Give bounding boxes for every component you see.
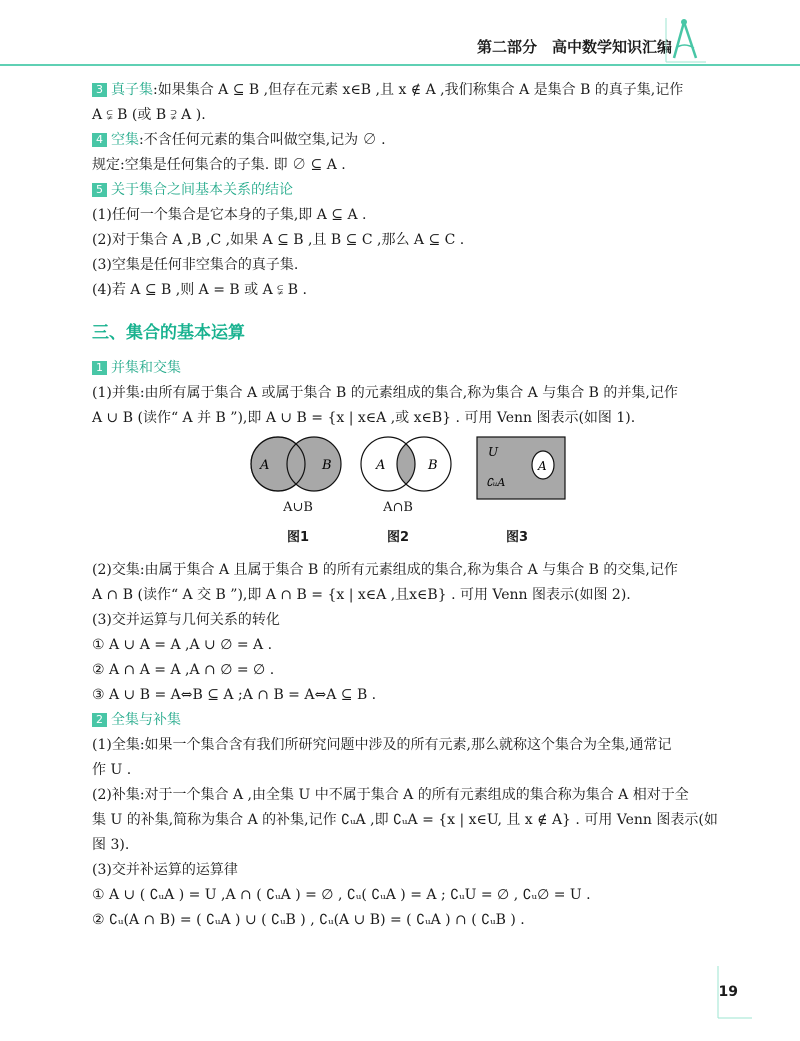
section-title: 三、集合的基本运算 bbox=[92, 323, 245, 343]
geometry-rule-2: ② A ∩ A = A ,A ∩ ∅ = ∅ . bbox=[92, 662, 275, 678]
full-complement-heading bbox=[92, 710, 732, 730]
conclusions-heading bbox=[92, 180, 732, 200]
union-def-1: (1)并集:由所有属于集合 A 或属于集合 B 的元素组成的集合,称为集合 A 与集合 B 的并集,记作 bbox=[92, 385, 678, 401]
proper-subset-line-1 bbox=[92, 80, 732, 100]
geometry-heading: (3)交并运算与几何关系的转化 bbox=[92, 612, 280, 628]
law-1: ① A ∪ ( ∁ᵤA ) = U ,A ∩ ( ∁ᵤA ) = ∅ , ∁ᵤ( ∁ᵤA ) = A ; ∁ᵤU = ∅ , ∁ᵤ∅ = U . bbox=[92, 887, 591, 903]
text: :不含任何元素的集合叫做空集,记为 ∅ . bbox=[139, 132, 386, 148]
set-b-label: B bbox=[428, 458, 438, 473]
number-badge: 1 bbox=[92, 361, 107, 375]
proper-subset-line-2: A ⫋ B (或 B ⫌ A ). bbox=[92, 107, 206, 123]
set-a-label: A bbox=[538, 459, 547, 473]
fig2-caption: A∩B bbox=[383, 500, 413, 515]
law-2: ② ∁ᵤ(A ∩ B) = ( ∁ᵤA ) ∪ ( ∁ᵤB ) , ∁ᵤ(A ∪ B) = ( ∁ᵤA ) ∩ ( ∁ᵤB ) . bbox=[92, 912, 525, 928]
page-number: 19 bbox=[718, 984, 738, 1000]
geometry-rule-3: ③ A ∪ B = A⇔B ⊆ A ;A ∩ B = A⇔A ⊆ B . bbox=[92, 687, 377, 703]
universal-label: U bbox=[488, 445, 499, 459]
intersection-def-2: A ∩ B (读作“ A 交 B ”),即 A ∩ B = {x | x∈A ,且x∈B} . 可用 Venn 图表示(如图 2). bbox=[92, 587, 631, 603]
laws-heading: (3)交并补运算的运算律 bbox=[92, 862, 238, 878]
conclusion-1: (1)任何一个集合是它本身的子集,即 A ⊆ A . bbox=[92, 207, 367, 223]
term-empty-set: 空集 bbox=[111, 132, 139, 148]
union-def-2: A ∪ B (读作“ A 并 B ”),即 A ∪ B = {x | x∈A ,或 x∈B} . 可用 Venn 图表示(如图 1). bbox=[92, 410, 636, 426]
set-b-label: B bbox=[322, 458, 332, 473]
term-union-intersection: 并集和交集 bbox=[111, 360, 181, 376]
compass-ruler-icon bbox=[662, 14, 708, 64]
conclusion-3: (3)空集是任何非空集合的真子集. bbox=[92, 257, 299, 273]
geometry-rule-1: ① A ∪ A = A ,A ∪ ∅ = A . bbox=[92, 637, 273, 653]
term-proper-subset: 真子集 bbox=[111, 82, 153, 98]
union-intersection-heading bbox=[92, 358, 732, 378]
conclusion-2: (2)对于集合 A ,B ,C ,如果 A ⊆ B ,且 B ⊆ C ,那么 A ⊆ C . bbox=[92, 232, 465, 248]
venn-union-figure bbox=[238, 436, 358, 496]
complement-label: ∁ᵤA bbox=[486, 476, 506, 489]
intersection-def-1: (2)交集:由属于集合 A 且属于集合 B 的所有元素组成的集合,称为集合 A 与集合 B 的交集,记作 bbox=[92, 562, 678, 578]
empty-set-rule: 规定:空集是任何集合的子集. 即 ∅ ⊆ A . bbox=[92, 157, 346, 173]
complement-def-2: 集 U 的补集,简称为集合 A 的补集,记作 ∁ᵤA ,即 ∁ᵤA = {x | x∈U, 且 x ∉ A} . 可用 Venn 图表示(如 bbox=[92, 812, 718, 828]
text: :如果集合 A ⊆ B ,但存在元素 x∈B ,且 x ∉ A ,我们称集合 A 是集合 B 的真子集,记作 bbox=[153, 82, 684, 98]
set-a-label: A bbox=[376, 458, 386, 473]
term-conclusions: 关于集合之间基本关系的结论 bbox=[111, 182, 293, 198]
conclusion-4: (4)若 A ⊆ B ,则 A = B 或 A ⫋ B . bbox=[92, 282, 307, 298]
number-badge: 5 bbox=[92, 183, 107, 197]
header-divider bbox=[0, 64, 800, 66]
empty-set-line bbox=[92, 130, 732, 150]
fig1-caption: A∪B bbox=[283, 500, 313, 515]
term-full-complement: 全集与补集 bbox=[111, 712, 181, 728]
complement-def-3: 图 3). bbox=[92, 837, 130, 853]
universal-def-1: (1)全集:如果一个集合含有我们所研究问题中涉及的所有元素,那么就称这个集合为全集,通常记 bbox=[92, 737, 672, 753]
fig2-label: 图2 bbox=[386, 530, 410, 545]
header-title: 第二部分 高中数学知识汇编 bbox=[476, 38, 672, 56]
complement-def-1: (2)补集:对于一个集合 A ,由全集 U 中不属于集合 A 的所有元素组成的集合称为集合 A 相对于全 bbox=[92, 787, 689, 803]
venn-intersection-figure bbox=[356, 436, 476, 496]
number-badge: 2 bbox=[92, 713, 107, 727]
set-b-circle bbox=[287, 437, 341, 491]
fig3-label: 图3 bbox=[505, 530, 529, 545]
universal-def-2: 作 U . bbox=[92, 762, 132, 778]
set-a-label: A bbox=[260, 458, 270, 473]
venn-complement-figure bbox=[476, 436, 570, 502]
number-badge: 3 bbox=[92, 83, 107, 97]
number-badge: 4 bbox=[92, 133, 107, 147]
fig1-label: 图1 bbox=[286, 530, 310, 545]
